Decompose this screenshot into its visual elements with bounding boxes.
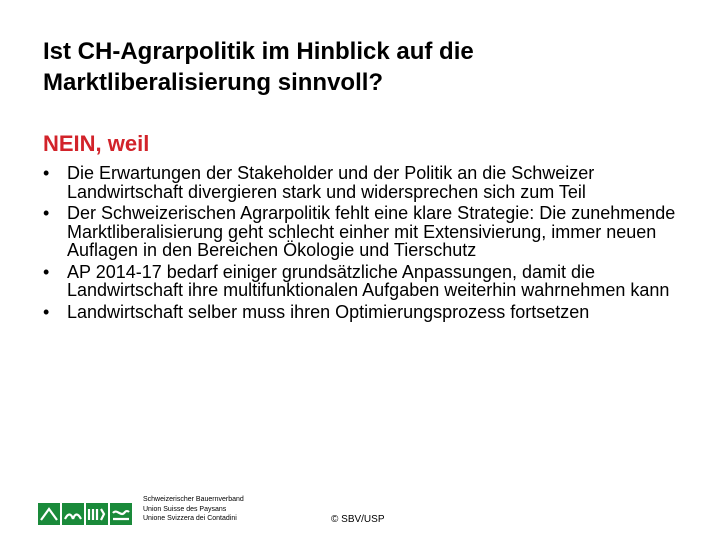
bullet-item: • Landwirtschaft selber muss ihren Optimierungsprozess fortsetzen [43, 303, 703, 322]
slide-title: Ist CH-Agrarpolitik im Hinblick auf die Marktliberalisierung sinnvoll? [43, 38, 474, 96]
org-name-it: Unione Svizzera dei Contadini [143, 515, 237, 522]
organization-names [143, 495, 244, 524]
copyright-text: © SBV/USP [331, 514, 385, 525]
org-name-fr: Union Suisse des Paysans [143, 505, 227, 513]
bullet-item: • Der Schweizerischen Agrarpolitik fehlt eine klare Strategie: Die zunehmende Marktliberalisierung geht schlecht einher mit Extensivierung, immer neuen Auflagen in den Bereichen Ökologie und Tierschutz [43, 204, 703, 260]
bullet-item: • Die Erwartungen der Stakeholder und der Politik an die Schweizer Landwirtschaft divergieren stark und widersprechen sich zum Teil [43, 164, 703, 201]
org-name-de: Schweizerischer Bauernverband [143, 496, 244, 503]
bullet-list [43, 164, 703, 324]
sbv-logo-icon [38, 503, 134, 525]
bullet-item: • AP 2014-17 bedarf einiger grundsätzliche Anpassungen, damit die Landwirtschaft ihre multifunktionalen Aufgaben weiterhin wahrnehmen kann [43, 263, 703, 300]
slide-subtitle: NEIN, weil [43, 131, 150, 156]
